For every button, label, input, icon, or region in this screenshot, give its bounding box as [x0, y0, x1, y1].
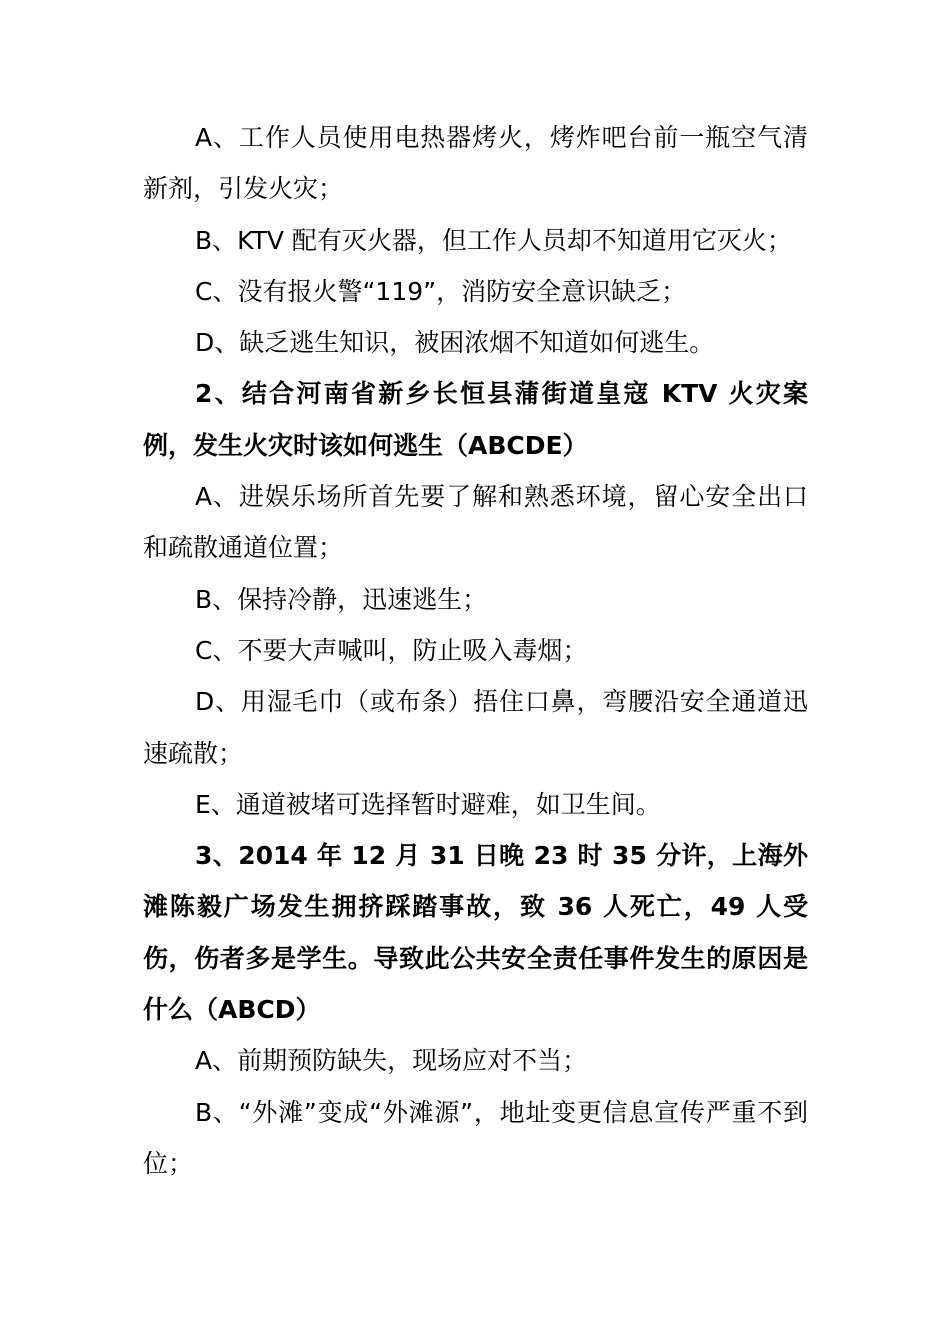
question-2-heading: 2、结合河南省新乡长恒县蒲街道皇寇 KTV 火灾案例，发生火灾时该如何逃生（ABCDE） — [143, 379, 808, 460]
document-page — [143, 112, 808, 1189]
option-a-paragraph: A、进娱乐场所首先要了解和熟悉环境，留心安全出口和疏散通道位置； — [143, 482, 808, 563]
option-b-paragraph: B、KTV 配有灭火器，但工作人员却不知道用它灭火； — [195, 225, 792, 255]
option-e-paragraph: E、通道被堵可选择暂时避难，如卫生间。 — [195, 789, 661, 819]
option-a-paragraph: A、前期预防缺失，现场应对不当； — [195, 1046, 588, 1076]
option-d-paragraph: D、缺乏逃生知识，被困浓烟不知道如何逃生。 — [195, 328, 715, 358]
option-b-paragraph: B、保持冷静，迅速逃生； — [195, 584, 488, 614]
question-3-heading: 3、2014 年 12 月 31 日晚 23 时 35 分许，上海外滩陈毅广场发生拥挤踩踏事故，致 36 人死亡，49 人受伤，伤者多是学生。导致此公共安全责任事件发生的原因是什么（ABCD） — [143, 841, 808, 1025]
option-c-paragraph: C、不要大声喊叫，防止吸入毒烟； — [195, 635, 588, 665]
option-d-paragraph: D、用湿毛巾（或布条）捂住口鼻，弯腰沿安全通道迅速疏散； — [143, 687, 808, 768]
option-a-paragraph: A、工作人员使用电热器烤火，烤炸吧台前一瓶空气清新剂，引发火灾； — [143, 123, 808, 204]
option-b-paragraph: B、“外滩”变成“外滩源”，地址变更信息宣传严重不到位； — [143, 1097, 808, 1178]
option-c-paragraph: C、没有报火警“119”，消防安全意识缺乏； — [195, 276, 687, 306]
